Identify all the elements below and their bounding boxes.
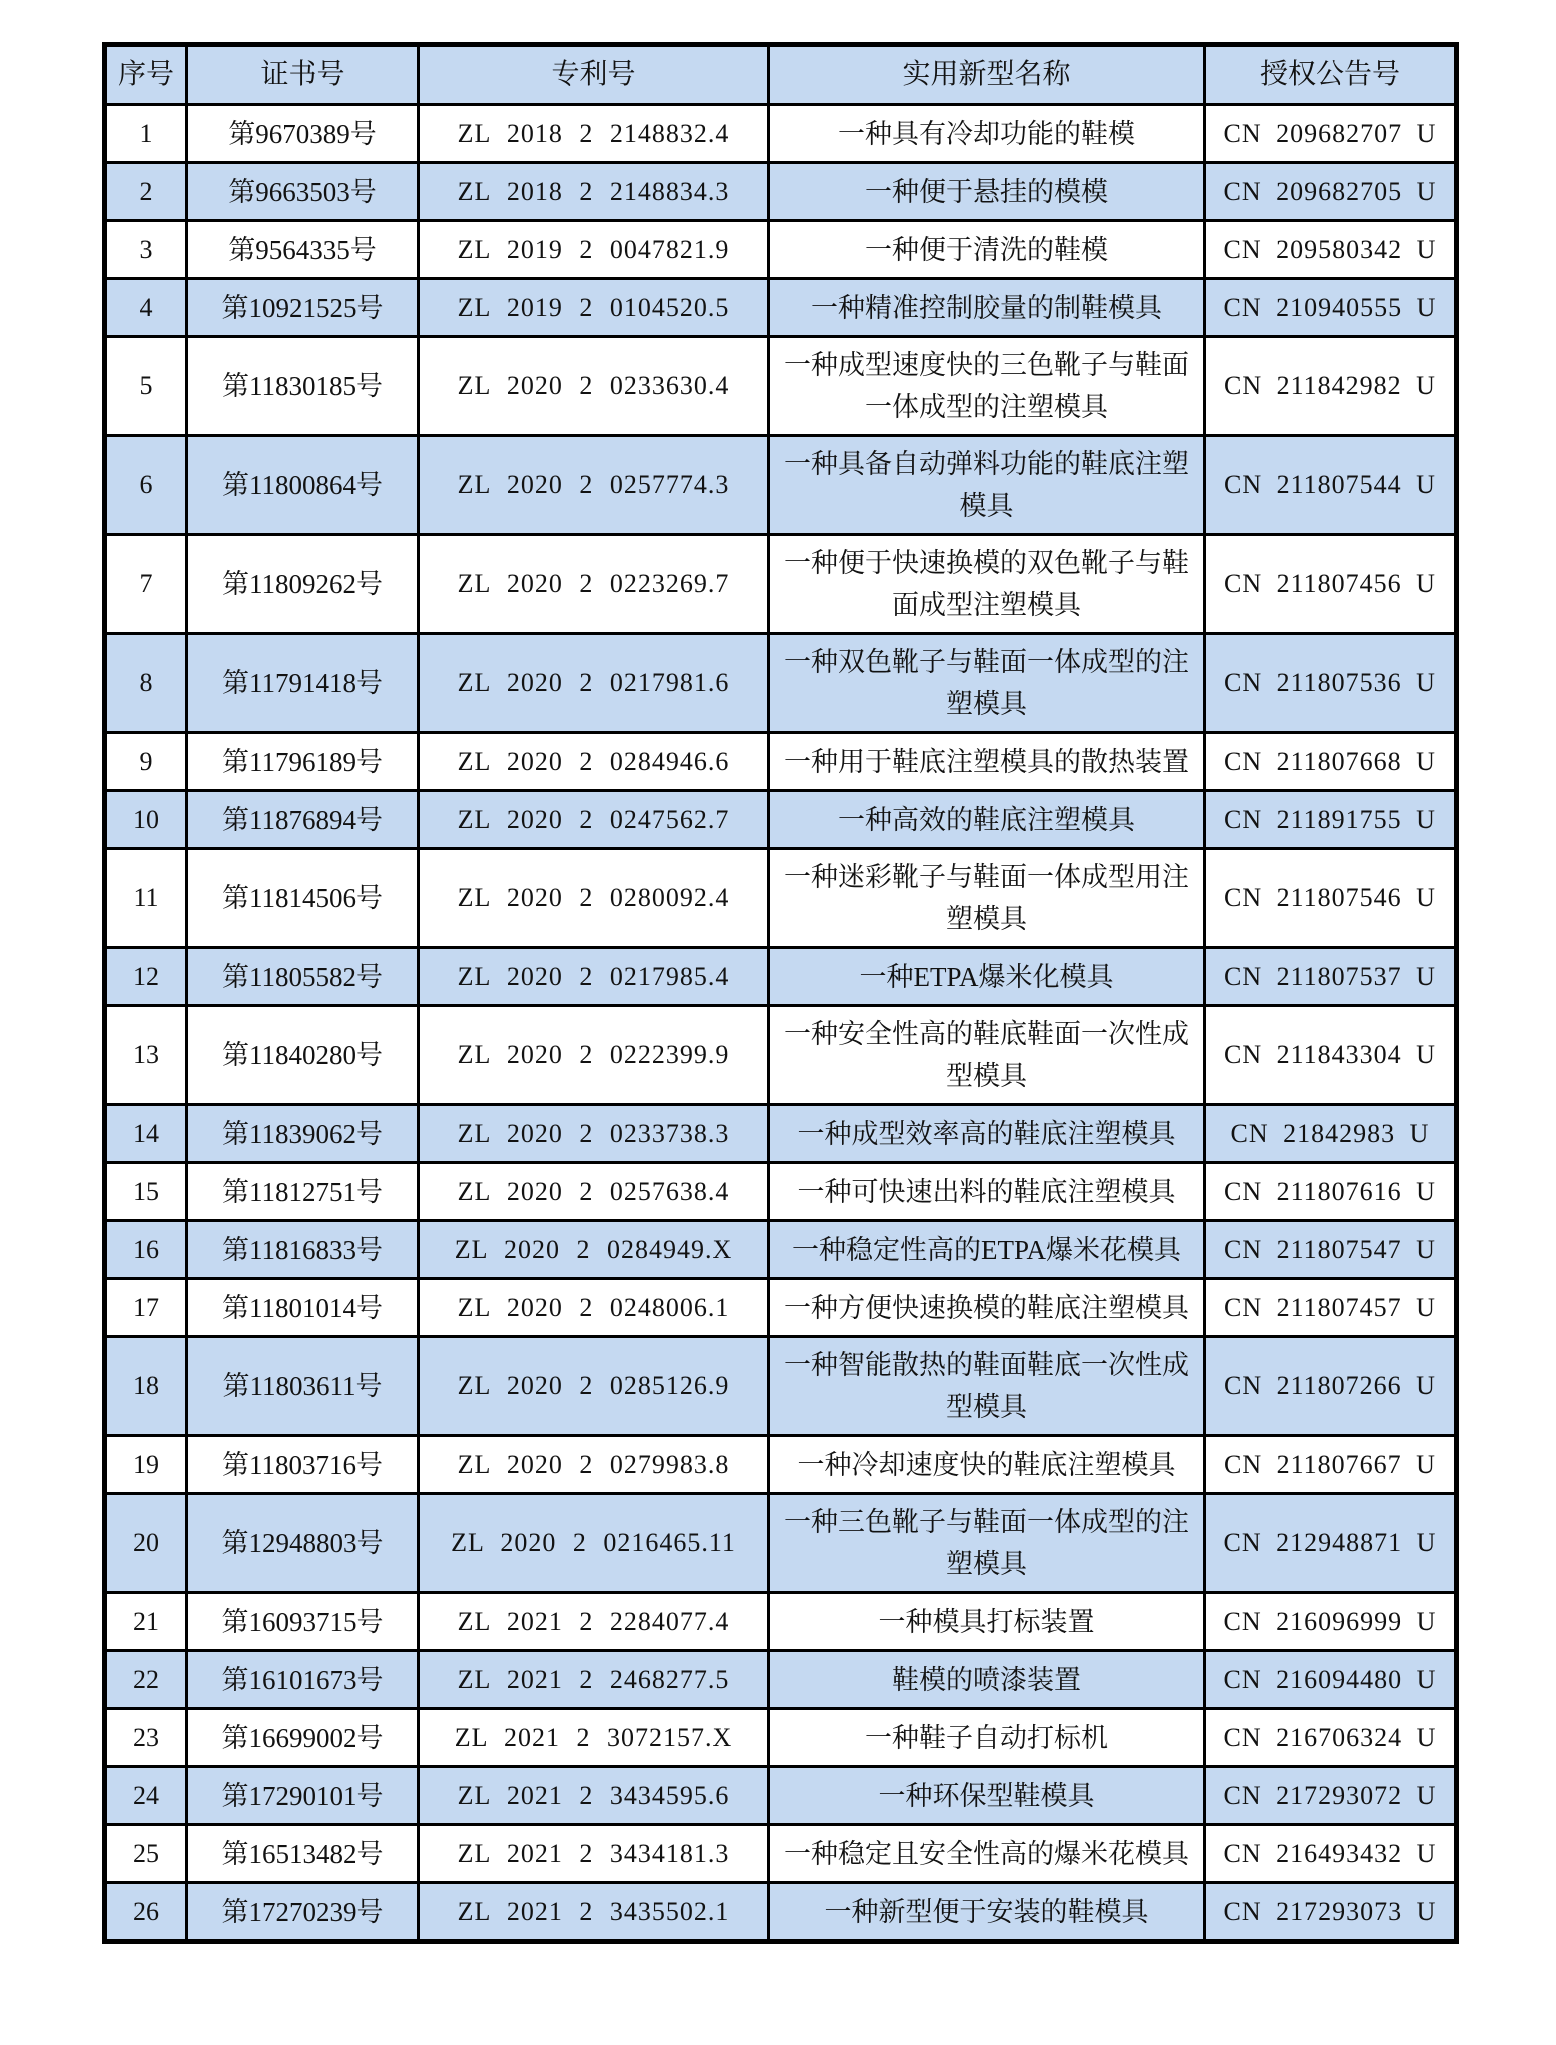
cell-certificate: 第9663503号	[187, 163, 419, 221]
table-row	[105, 1279, 1457, 1337]
cell-patent: ZL 2020 2 0216465.11	[419, 1494, 769, 1593]
cell-certificate: 第11812751号	[187, 1163, 419, 1221]
cell-publication: CN 217293073 U	[1205, 1883, 1457, 1942]
cell-index: 12	[105, 948, 187, 1006]
cell-patent: ZL 2019 2 0047821.9	[419, 221, 769, 279]
table-row	[105, 1709, 1457, 1767]
cell-name: 一种稳定性高的ETPA爆米花模具	[769, 1221, 1205, 1279]
cell-patent: ZL 2020 2 0233630.4	[419, 337, 769, 436]
cell-name: 一种双色靴子与鞋面一体成型的注塑模具	[769, 634, 1205, 733]
cell-patent: ZL 2018 2 2148832.4	[419, 105, 769, 163]
cell-index: 20	[105, 1494, 187, 1593]
table-row	[105, 634, 1457, 733]
cell-certificate: 第11876894号	[187, 791, 419, 849]
cell-name: 一种成型效率高的鞋底注塑模具	[769, 1105, 1205, 1163]
table-row	[105, 1494, 1457, 1593]
cell-certificate: 第11814506号	[187, 849, 419, 948]
column-header-publication: 授权公告号	[1205, 45, 1457, 105]
cell-publication: CN 211807456 U	[1205, 535, 1457, 634]
cell-patent: ZL 2019 2 0104520.5	[419, 279, 769, 337]
cell-patent: ZL 2021 2 3072157.X	[419, 1709, 769, 1767]
cell-name: 一种便于快速换模的双色靴子与鞋面成型注塑模具	[769, 535, 1205, 634]
table-row	[105, 1105, 1457, 1163]
cell-patent: ZL 2020 2 0279983.8	[419, 1436, 769, 1494]
cell-index: 26	[105, 1883, 187, 1942]
cell-certificate: 第16513482号	[187, 1825, 419, 1883]
cell-publication: CN 211807546 U	[1205, 849, 1457, 948]
cell-name: 一种环保型鞋模具	[769, 1767, 1205, 1825]
cell-index: 14	[105, 1105, 187, 1163]
cell-name: 一种成型速度快的三色靴子与鞋面一体成型的注塑模具	[769, 337, 1205, 436]
column-header-patent: 专利号	[419, 45, 769, 105]
cell-name: 一种安全性高的鞋底鞋面一次性成型模具	[769, 1006, 1205, 1105]
cell-index: 17	[105, 1279, 187, 1337]
cell-patent: ZL 2020 2 0280092.4	[419, 849, 769, 948]
cell-publication: CN 211843304 U	[1205, 1006, 1457, 1105]
column-header-index: 序号	[105, 45, 187, 105]
cell-publication: CN 216493432 U	[1205, 1825, 1457, 1883]
cell-name: 一种三色靴子与鞋面一体成型的注塑模具	[769, 1494, 1205, 1593]
cell-patent: ZL 2020 2 0233738.3	[419, 1105, 769, 1163]
cell-certificate: 第11839062号	[187, 1105, 419, 1163]
table-row	[105, 535, 1457, 634]
cell-patent: ZL 2021 2 3434595.6	[419, 1767, 769, 1825]
cell-name: 一种便于清洗的鞋模	[769, 221, 1205, 279]
table-row	[105, 733, 1457, 791]
cell-index: 21	[105, 1593, 187, 1651]
cell-publication: CN 211807668 U	[1205, 733, 1457, 791]
cell-certificate: 第11796189号	[187, 733, 419, 791]
table-row	[105, 1825, 1457, 1883]
cell-certificate: 第17290101号	[187, 1767, 419, 1825]
patent-table	[102, 42, 1459, 1944]
cell-patent: ZL 2020 2 0248006.1	[419, 1279, 769, 1337]
table-row	[105, 1883, 1457, 1942]
table-row	[105, 1006, 1457, 1105]
cell-name: 一种冷却速度快的鞋底注塑模具	[769, 1436, 1205, 1494]
cell-patent: ZL 2018 2 2148834.3	[419, 163, 769, 221]
cell-index: 15	[105, 1163, 187, 1221]
table-row	[105, 1436, 1457, 1494]
table-row	[105, 1221, 1457, 1279]
cell-name: 一种精准控制胶量的制鞋模具	[769, 279, 1205, 337]
cell-name: 一种方便快速换模的鞋底注塑模具	[769, 1279, 1205, 1337]
column-header-certificate: 证书号	[187, 45, 419, 105]
cell-index: 5	[105, 337, 187, 436]
cell-publication: CN 211807457 U	[1205, 1279, 1457, 1337]
cell-publication: CN 211807266 U	[1205, 1337, 1457, 1436]
cell-name: 一种迷彩靴子与鞋面一体成型用注塑模具	[769, 849, 1205, 948]
cell-publication: CN 212948871 U	[1205, 1494, 1457, 1593]
cell-patent: ZL 2021 2 2468277.5	[419, 1651, 769, 1709]
cell-index: 13	[105, 1006, 187, 1105]
cell-index: 4	[105, 279, 187, 337]
cell-certificate: 第11805582号	[187, 948, 419, 1006]
cell-certificate: 第11840280号	[187, 1006, 419, 1105]
cell-publication: CN 21842983 U	[1205, 1105, 1457, 1163]
cell-patent: ZL 2020 2 0284946.6	[419, 733, 769, 791]
cell-publication: CN 211807667 U	[1205, 1436, 1457, 1494]
cell-patent: ZL 2020 2 0223269.7	[419, 535, 769, 634]
cell-certificate: 第9670389号	[187, 105, 419, 163]
cell-index: 2	[105, 163, 187, 221]
cell-certificate: 第9564335号	[187, 221, 419, 279]
cell-index: 22	[105, 1651, 187, 1709]
cell-index: 9	[105, 733, 187, 791]
table-row	[105, 1651, 1457, 1709]
table-header-row	[105, 45, 1457, 105]
table-row	[105, 436, 1457, 535]
cell-name: 一种新型便于安装的鞋模具	[769, 1883, 1205, 1942]
cell-index: 10	[105, 791, 187, 849]
cell-index: 11	[105, 849, 187, 948]
cell-certificate: 第11803716号	[187, 1436, 419, 1494]
cell-index: 3	[105, 221, 187, 279]
cell-patent: ZL 2020 2 0257638.4	[419, 1163, 769, 1221]
cell-patent: ZL 2021 2 2284077.4	[419, 1593, 769, 1651]
cell-patent: ZL 2021 2 3434181.3	[419, 1825, 769, 1883]
table-row	[105, 1593, 1457, 1651]
table-row	[105, 221, 1457, 279]
cell-publication: CN 210940555 U	[1205, 279, 1457, 337]
cell-name: 一种稳定且安全性高的爆米花模具	[769, 1825, 1205, 1883]
cell-name: 一种鞋子自动打标机	[769, 1709, 1205, 1767]
cell-certificate: 第16699002号	[187, 1709, 419, 1767]
table-row	[105, 279, 1457, 337]
cell-publication: CN 217293072 U	[1205, 1767, 1457, 1825]
cell-name: 一种ETPA爆米化模具	[769, 948, 1205, 1006]
cell-publication: CN 211842982 U	[1205, 337, 1457, 436]
table-row	[105, 1337, 1457, 1436]
cell-certificate: 第16093715号	[187, 1593, 419, 1651]
cell-patent: ZL 2020 2 0284949.X	[419, 1221, 769, 1279]
cell-certificate: 第11809262号	[187, 535, 419, 634]
cell-name: 一种用于鞋底注塑模具的散热装置	[769, 733, 1205, 791]
cell-patent: ZL 2020 2 0257774.3	[419, 436, 769, 535]
cell-publication: CN 209682707 U	[1205, 105, 1457, 163]
cell-patent: ZL 2020 2 0217985.4	[419, 948, 769, 1006]
cell-publication: CN 211807544 U	[1205, 436, 1457, 535]
cell-index: 6	[105, 436, 187, 535]
cell-patent: ZL 2020 2 0217981.6	[419, 634, 769, 733]
cell-index: 1	[105, 105, 187, 163]
cell-index: 23	[105, 1709, 187, 1767]
cell-certificate: 第10921525号	[187, 279, 419, 337]
cell-publication: CN 211891755 U	[1205, 791, 1457, 849]
cell-name: 一种便于悬挂的模模	[769, 163, 1205, 221]
cell-certificate: 第11816833号	[187, 1221, 419, 1279]
cell-patent: ZL 2020 2 0285126.9	[419, 1337, 769, 1436]
cell-certificate: 第11791418号	[187, 634, 419, 733]
cell-publication: CN 211807537 U	[1205, 948, 1457, 1006]
cell-certificate: 第11803611号	[187, 1337, 419, 1436]
cell-name: 一种可快速出料的鞋底注塑模具	[769, 1163, 1205, 1221]
cell-name: 一种智能散热的鞋面鞋底一次性成型模具	[769, 1337, 1205, 1436]
table-row	[105, 337, 1457, 436]
table-row	[105, 948, 1457, 1006]
cell-publication: CN 211807536 U	[1205, 634, 1457, 733]
cell-index: 16	[105, 1221, 187, 1279]
cell-certificate: 第12948803号	[187, 1494, 419, 1593]
cell-certificate: 第17270239号	[187, 1883, 419, 1942]
cell-name: 一种具备自动弹料功能的鞋底注塑模具	[769, 436, 1205, 535]
table-row	[105, 791, 1457, 849]
table-row	[105, 105, 1457, 163]
table-row	[105, 1163, 1457, 1221]
cell-index: 18	[105, 1337, 187, 1436]
cell-name: 一种具有冷却功能的鞋模	[769, 105, 1205, 163]
cell-certificate: 第16101673号	[187, 1651, 419, 1709]
table-row	[105, 1767, 1457, 1825]
cell-certificate: 第11830185号	[187, 337, 419, 436]
cell-patent: ZL 2021 2 3435502.1	[419, 1883, 769, 1942]
cell-index: 25	[105, 1825, 187, 1883]
table-row	[105, 163, 1457, 221]
cell-index: 24	[105, 1767, 187, 1825]
cell-index: 19	[105, 1436, 187, 1494]
cell-patent: ZL 2020 2 0247562.7	[419, 791, 769, 849]
cell-publication: CN 216096999 U	[1205, 1593, 1457, 1651]
cell-publication: CN 209580342 U	[1205, 221, 1457, 279]
patent-table-body	[105, 105, 1457, 1942]
cell-publication: CN 209682705 U	[1205, 163, 1457, 221]
cell-publication: CN 216094480 U	[1205, 1651, 1457, 1709]
cell-publication: CN 211807616 U	[1205, 1163, 1457, 1221]
cell-index: 8	[105, 634, 187, 733]
cell-patent: ZL 2020 2 0222399.9	[419, 1006, 769, 1105]
cell-publication: CN 211807547 U	[1205, 1221, 1457, 1279]
cell-name: 一种模具打标装置	[769, 1593, 1205, 1651]
cell-certificate: 第11800864号	[187, 436, 419, 535]
cell-name: 鞋模的喷漆装置	[769, 1651, 1205, 1709]
cell-name: 一种高效的鞋底注塑模具	[769, 791, 1205, 849]
cell-certificate: 第11801014号	[187, 1279, 419, 1337]
cell-publication: CN 216706324 U	[1205, 1709, 1457, 1767]
cell-index: 7	[105, 535, 187, 634]
table-row	[105, 849, 1457, 948]
column-header-name: 实用新型名称	[769, 45, 1205, 105]
